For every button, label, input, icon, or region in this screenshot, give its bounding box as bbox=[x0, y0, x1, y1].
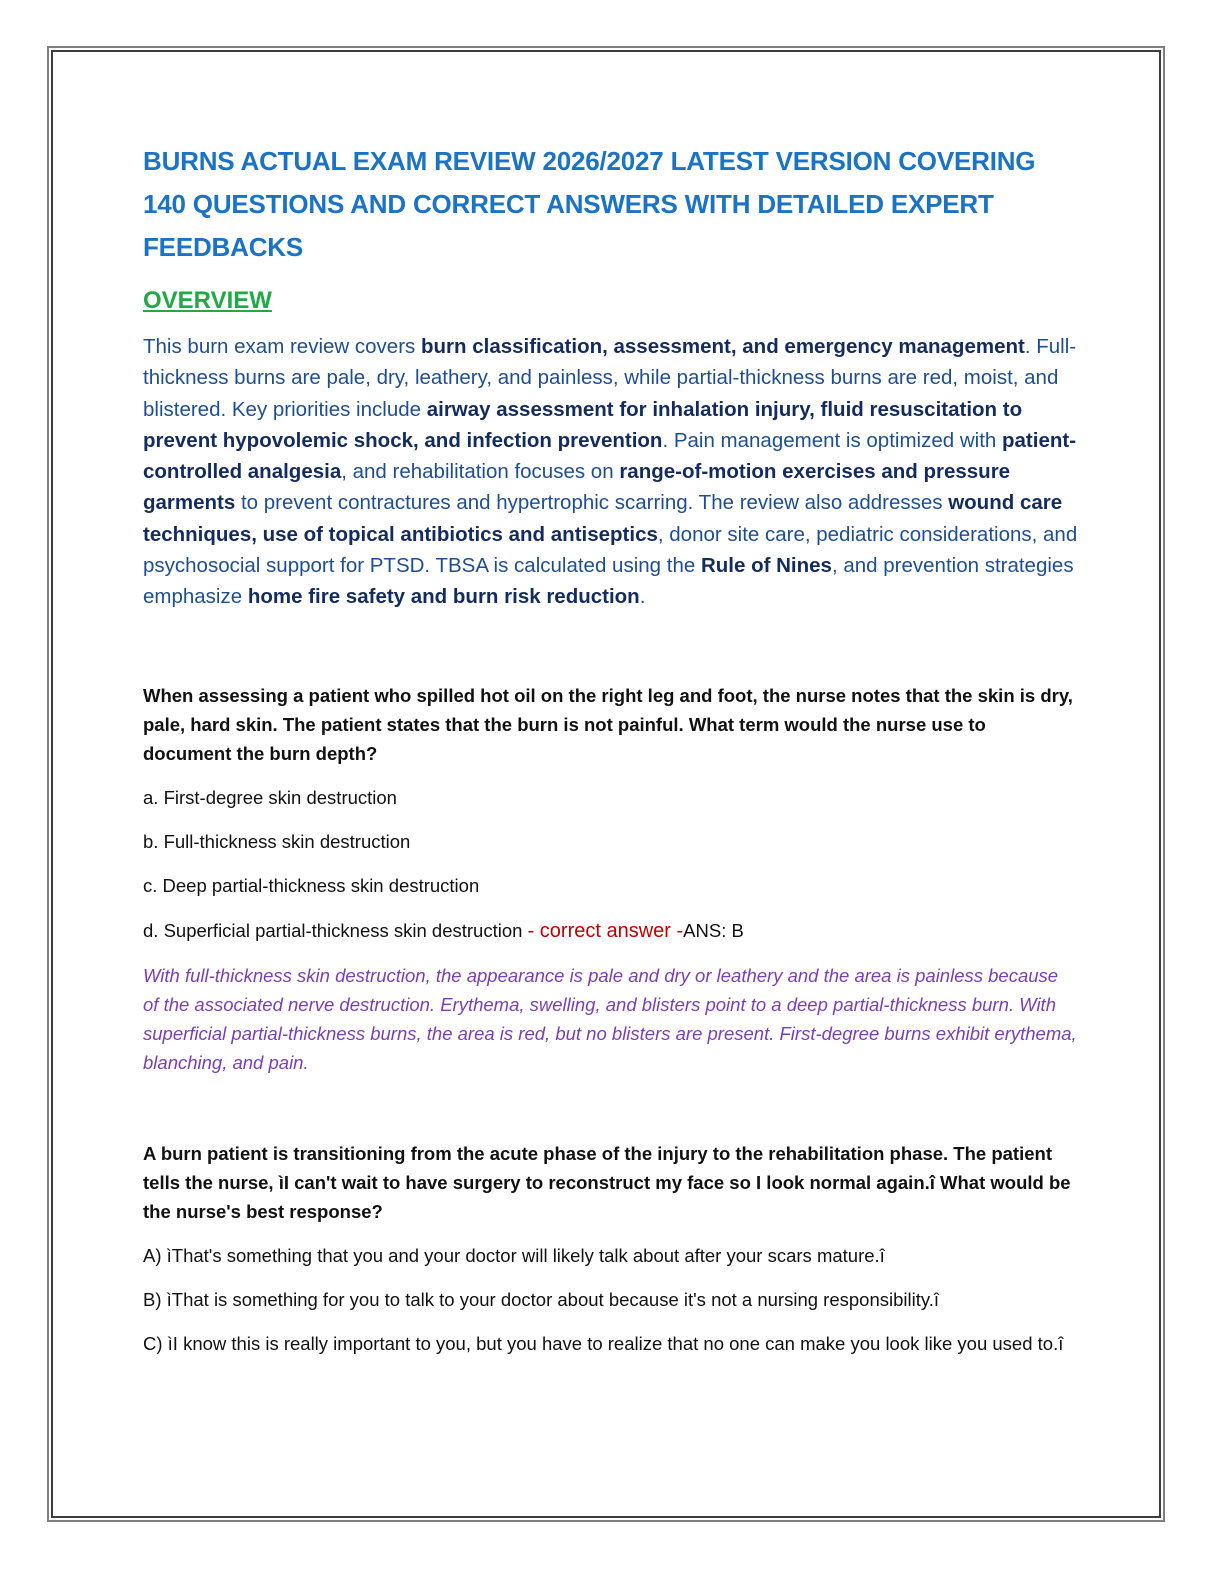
summary-text: , and rehabilitation focuses on bbox=[341, 460, 620, 484]
summary-emphasis: patient-controlled analgesia bbox=[143, 428, 1077, 484]
answer-option-c: c. Deep partial-thickness skin destruction bbox=[143, 874, 480, 896]
summary-emphasis: airway assessment for inhalation injury, fluid resuscitation to prevent hypovolemic shock, and infection prevention bbox=[143, 397, 1023, 452]
overview-heading: OVERVIEW bbox=[143, 287, 272, 314]
document-body bbox=[143, 140, 1078, 1358]
correct-answer-label: - correct answer - bbox=[527, 919, 684, 942]
answer-key: ANS: B bbox=[683, 919, 744, 941]
summary-text: . Full-thickness burns are pale, dry, leathery, and painless, while partial-thickness burns are red, moist, and blistered. Key priorities include bbox=[143, 335, 1077, 421]
question-text: A burn patient is transitioning from the acute phase of the injury to the rehabilitation phase. The patient tells the nurse, ìI can't wait to have surgery to reconstruct my face so I look normal again.î What would be the nurse's best response? bbox=[143, 1142, 1071, 1222]
question-block-2 bbox=[143, 1139, 1078, 1358]
answer-option-a: A) ìThat's something that you and your doctor will likely talk about after your scars mature.î bbox=[143, 1244, 885, 1266]
answer-option-c: C) ìI know this is really important to you, but you have to realize that no one can make you look like you used to.î bbox=[143, 1332, 1064, 1354]
answer-option-b: b. Full-thickness skin destruction bbox=[143, 830, 411, 852]
summary-text: , donor site care, pediatric considerations, and psychosocial support for PTSD. TBSA is calculated using the bbox=[143, 522, 1078, 578]
summary-emphasis: range-of-motion exercises and pressure garments bbox=[143, 460, 1011, 515]
answer-option-d bbox=[143, 916, 1078, 946]
question-block-1 bbox=[143, 681, 1078, 1077]
answer-option-d-text: d. Superficial partial-thickness skin destruction bbox=[143, 919, 528, 941]
summary-emphasis: burn classification, assessment, and emergency management bbox=[420, 335, 1025, 358]
summary-text: This burn exam review covers bbox=[143, 335, 421, 358]
answer-option-b: B) ìThat is something for you to talk to your doctor about because it's not a nursing responsibility.î bbox=[143, 1288, 940, 1310]
overview-summary bbox=[143, 331, 1078, 613]
summary-emphasis: Rule of Nines bbox=[700, 554, 832, 578]
summary-text: . bbox=[639, 585, 646, 609]
summary-text: , and prevention strategies emphasize bbox=[143, 554, 1074, 609]
summary-text: to prevent contractures and hypertrophic scarring. The review also addresses bbox=[235, 491, 949, 515]
answer-option-a: a. First-degree skin destruction bbox=[143, 786, 397, 808]
summary-emphasis: wound care techniques, use of topical antibiotics and antiseptics bbox=[143, 491, 1063, 546]
summary-emphasis: home fire safety and burn risk reduction bbox=[247, 585, 640, 609]
document-title: BURNS ACTUAL EXAM REVIEW 2026/2027 LATEST VERSION COVERING 140 QUESTIONS AND CORRECT ANSWERS WITH DETAILED EXPERT FEEDBACKS bbox=[143, 146, 1036, 262]
expert-feedback: With full-thickness skin destruction, the appearance is pale and dry or leathery and the area is painless because of the associated nerve destruction. Erythema, swelling, and blisters point to a deep partial-thickness burn. With superficial partial-thickness burns, the area is red, but no blisters are present. First-degree burns exhibit erythema, blanching, and pain. bbox=[143, 964, 1077, 1073]
question-text: When assessing a patient who spilled hot oil on the right leg and foot, the nurse notes that the skin is dry, pale, hard skin. The patient states that the burn is not painful. What term would the nurse use to document the burn depth? bbox=[143, 684, 1073, 764]
summary-text: . Pain management is optimized with bbox=[662, 428, 1002, 452]
